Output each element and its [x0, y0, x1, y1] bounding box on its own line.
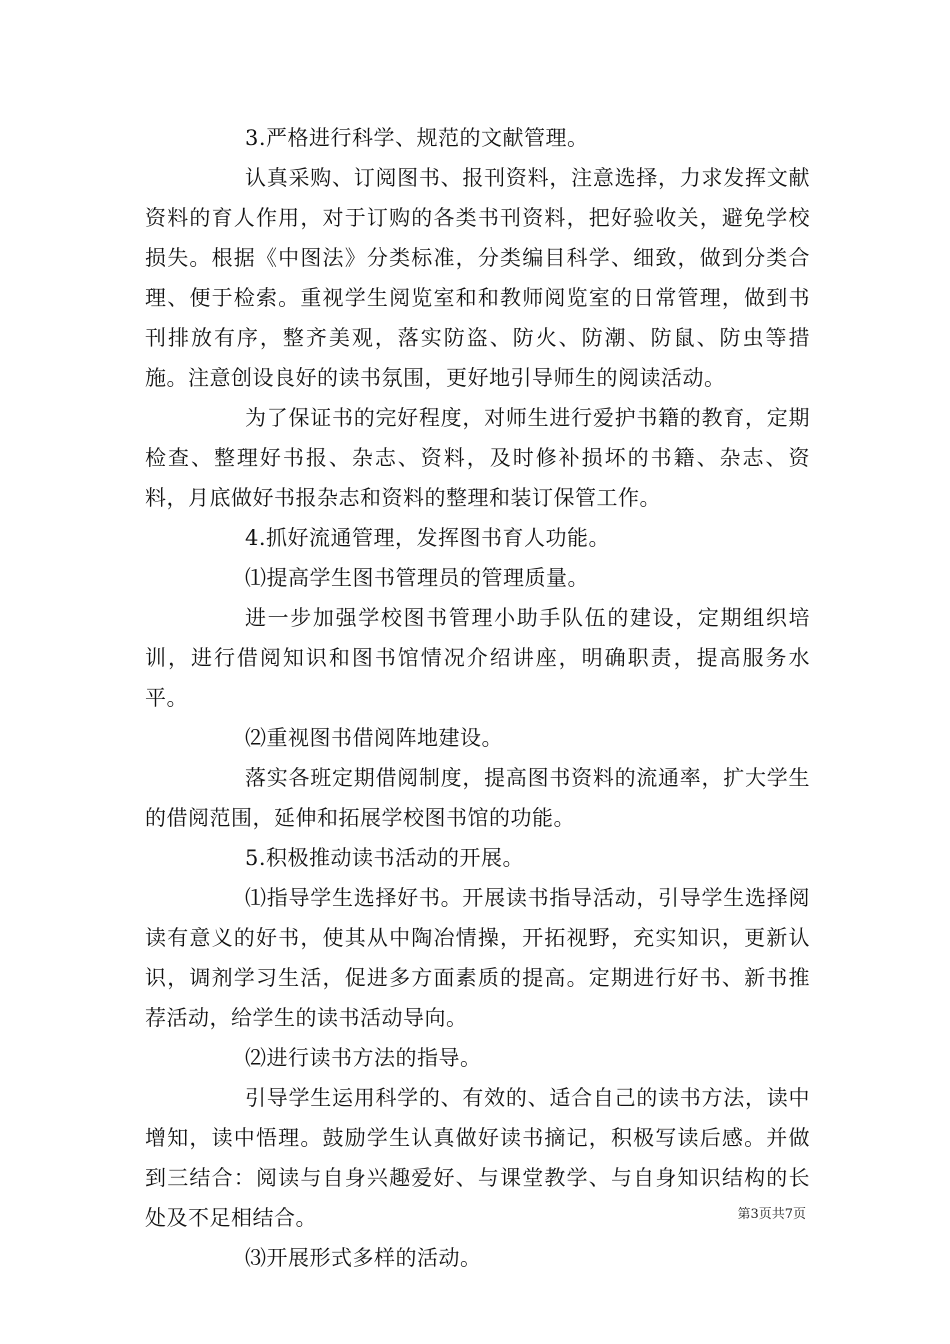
subheading-diverse-activities: ⑶开展形式多样的活动。: [245, 1246, 482, 1270]
section-heading-3: 3.严格进行科学、规范的文献管理。: [245, 126, 589, 150]
paragraph-class-borrowing: 落实各班定期借阅制度，提高图书资料的流通率，扩大学生的借阅范围，延伸和拓展学校图书馆的功能。: [145, 766, 810, 830]
document-body: [145, 118, 810, 1278]
paragraph-helper-team: 进一步加强学校图书管理小助手队伍的建设，定期组织培训，进行借阅知识和图书馆情况介绍讲座，明确职责，提高服务水平。: [145, 606, 810, 710]
subheading-borrowing-base: ⑵重视图书借阅阵地建设。: [245, 726, 503, 750]
section-heading-4: 4.抓好流通管理，发挥图书育人功能。: [245, 526, 611, 550]
subheading-librarian-quality: ⑴提高学生图书管理员的管理质量。: [245, 566, 589, 590]
paragraph-literature-management: 认真采购、订阅图书、报刊资料，注意选择，力求发挥文献资料的育人作用，对于订购的各类书刊资料，把好验收关，避免学校损失。根据《中图法》分类标准，分类编目科学、细致，做到分类合理、便于检索。重视学生阅览室和和教师阅览室的日常管理，做到书刊排放有序，整齐美观，落实防盗、防火、防潮、防鼠、防虫等措施。注意创设良好的读书氛围，更好地引导师生的阅读活动。: [145, 166, 810, 390]
paragraph-choose-good-books: ⑴指导学生选择好书。开展读书指导活动，引导学生选择阅读有意义的好书，使其从中陶冶情操，开拓视野，充实知识，更新认识，调剂学习生活，促进多方面素质的提高。定期进行好书、新书推荐活动，给学生的读书活动导向。: [145, 886, 810, 1030]
subheading-reading-methods: ⑵进行读书方法的指导。: [245, 1046, 482, 1070]
page-number-footer: 第3页共7页: [737, 1207, 806, 1222]
paragraph-book-protection: 为了保证书的完好程度，对师生进行爱护书籍的教育，定期检查、整理好书报、杂志、资料，及时修补损坏的书籍、杂志、资料，月底做好书报杂志和资料的整理和装订保管工作。: [145, 406, 810, 510]
section-heading-5: 5.积极推动读书活动的开展。: [245, 846, 525, 870]
paragraph-reading-methods: 引导学生运用科学的、有效的、适合自己的读书方法，读中增知，读中悟理。鼓励学生认真做好读书摘记，积极写读后感。并做到三结合：阅读与自身兴趣爱好、与课堂教学、与自身知识结构的长处及不足相结合。: [145, 1086, 810, 1230]
